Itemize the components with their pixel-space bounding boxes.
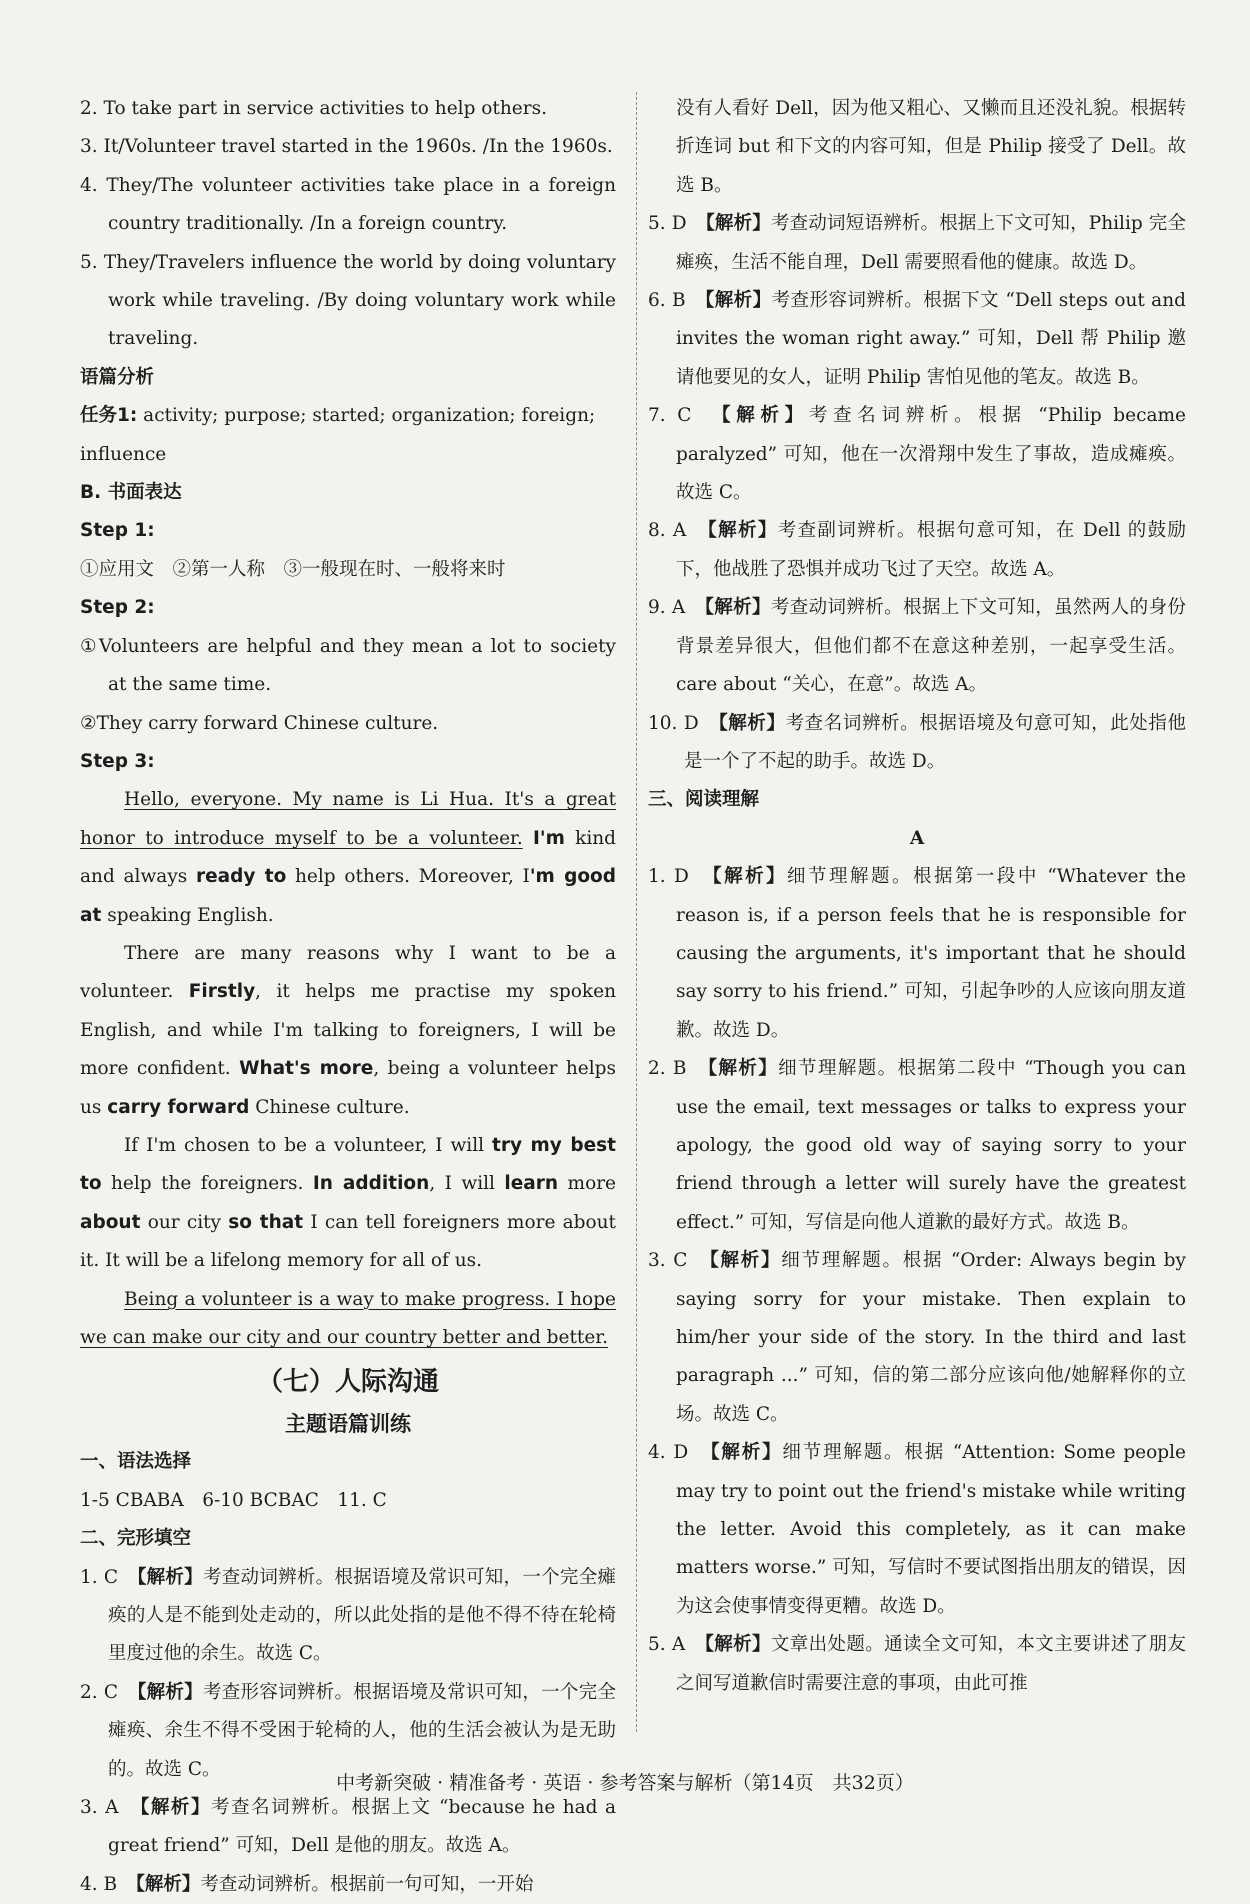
grammar-answers: 1-5 CBABA 6-10 BCBAC 11. C (80, 1489, 387, 1511)
cloze-item: 1. C 【解析】考查动词辨析。根据语境及常识可知，一个完全瘫痪的人是不能到处走动的，所以此处指的是他不得不待在轮椅里度过他的余生。故选 C。 (80, 1566, 616, 1665)
step2-item: ①Volunteers are helpful and they mean a lot to society at the same time. (80, 635, 616, 696)
essay-paragraph: There are many reasons why I want to be a volunteer. Firstly, it helps me practise my spoken English, and while I'm talking to foreigners, I will be more confident. What's more, being a volunteer helps us carry forward Chinese culture. (80, 942, 616, 1118)
task1-line: 任务1: activity; purpose; started; organization; foreign; influence (80, 405, 596, 465)
cloze-item: 7. C 【解析】考查名词辨析。根据 “Philip became paralyzed” 可知，他在一次滑翔中发生了事故，造成瘫痪。故选 C。 (648, 405, 1186, 504)
cloze-item: 9. A 【解析】考查动词辨析。根据上下文可知，虽然两人的身份背景差异很大，但他们都不在意这种差别，一起享受生活。care about “关心，在意”。故选 A。 (648, 597, 1186, 696)
answer-item: 4. They/The volunteer activities take place in a foreign country traditionally. /In a foreign country. (80, 174, 616, 235)
cloze-item: 8. A 【解析】考查副词辨析。根据句意可知，在 Dell 的鼓励下，他战胜了恐惧并成功飞过了天空。故选 A。 (648, 520, 1186, 580)
step3-label: Step 3: (80, 750, 155, 772)
reading-item: 4. D 【解析】细节理解题。根据 “Attention: Some people may try to point out the friend's mistake while writing the letter. Avoid this completely, as it can make matters worse.” 可知，写信时不要试图指出朋友的错误，因为这会使事情变得更糟。故选 D。 (648, 1442, 1186, 1617)
essay-paragraph: Hello, everyone. My name is Li Hua. It's a great honor to introduce myself to be a volunteer. I'm kind and always ready to help others. Moreover, I'm good at speaking English. (80, 789, 617, 926)
unit-subtitle: 主题语篇训练 (285, 1412, 411, 1437)
cloze-item: 3. A 【解析】考查名词辨析。根据上文 “because he had a great friend” 可知，Dell 是他的朋友。故选 A。 (80, 1797, 616, 1857)
reading-item: 2. B 【解析】细节理解题。根据第二段中 “Though you can use the email, text messages or talks to express your apology, the good old way of saying sorry to your friend through a letter will surely have the greatest effect.” 可知，写信是向他人道歉的最好方式。故选 B。 (648, 1058, 1186, 1233)
step1-text: ①应用文 ②第一人称 ③一般现在时、一般将来时 (80, 558, 506, 580)
reading-item: 1. D 【解析】细节理解题。根据第一段中 “Whatever the reason is, if a person feels that he is responsible for causing the arguments, it's important that he should say sorry to his friend.” 可知，引起争吵的人应该向朋友道歉。故选 D。 (648, 866, 1186, 1041)
answer-item: 2. To take part in service activities to help others. (80, 98, 547, 119)
essay-paragraph: Being a volunteer is a way to make progress. I hope we can make our city and our country better and better. (80, 1288, 616, 1348)
cloze-item: 6. B 【解析】考查形容词辨析。根据下文 “Dell steps out and invites the woman right away.” 可知，Dell 帮 Philip 邀请他要见的女人，证明 Philip 害怕见他的笔友。故选 B。 (648, 290, 1186, 388)
right-column (648, 90, 1186, 1703)
cloze-item: 5. D 【解析】考查动词短语辨析。根据上下文可知，Philip 完全瘫痪，生活不能自理，Dell 需要照看他的健康。故选 D。 (648, 213, 1186, 273)
essay-paragraph: If I'm chosen to be a volunteer, I will try my best to help the foreigners. In addition, I will learn more about our city so that I can tell foreigners more about it. It will be a lifelong memory for all of us. (80, 1134, 617, 1272)
left-column (80, 90, 616, 1904)
cloze-item: 4. B 【解析】考查动词辨析。根据前一句可知，一开始 (80, 1873, 534, 1895)
reading-item: 5. A 【解析】文章出处题。通读全文可知，本文主要讲述了朋友之间写道歉信时需要注意的事项，由此可推 (648, 1634, 1186, 1694)
continued-text: 没有人看好 Dell，因为他又粗心、又懒而且还没礼貌。根据转折连词 but 和下文的内容可知，但是 Philip 接受了 Dell。故选 B。 (676, 98, 1186, 196)
answer-item: 3. It/Volunteer travel started in the 1960s. /In the 1960s. (80, 136, 613, 158)
discourse-analysis-title: 语篇分析 (80, 366, 155, 388)
step2-label: Step 2: (80, 597, 155, 619)
step2-item: ②They carry forward Chinese culture. (80, 712, 439, 734)
page-footer: 中考新突破 · 精准备考 · 英语 · 参考答案与解析（第14页 共32页） (336, 1772, 914, 1794)
grammar-section-title: 一、语法选择 (80, 1451, 192, 1473)
step1-label: Step 1: (80, 520, 155, 542)
cloze-item: 10. D 【解析】考查名词辨析。根据语境及句意可知，此处指他是一个了不起的助手。故选 D。 (648, 712, 1186, 772)
cloze-item: 2. C 【解析】考查形容词辨析。根据语境及常识可知，一个完全瘫痪、余生不得不受困于轮椅的人，他的生活会被认为是无助的。故选 C。 (80, 1681, 616, 1780)
cloze-section-title: 二、完形填空 (80, 1528, 192, 1550)
writing-section-title: B. 书面表达 (80, 482, 182, 504)
column-divider (636, 92, 637, 1732)
unit-title: （七）人际沟通 (256, 1367, 439, 1398)
answer-item: 5. They/Travelers influence the world by doing voluntary work while traveling. /By doing voluntary work while traveling. (80, 251, 616, 350)
passage-label: A (909, 827, 925, 849)
reading-section-title: 三、阅读理解 (648, 789, 760, 811)
reading-item: 3. C 【解析】细节理解题。根据 “Order: Always begin by saying sorry for your mistake. Then explain to him/her your side of the story. In the third and last paragraph ...” 可知，信的第二部分应该向他/她解释你的立场。故选 C。 (648, 1250, 1186, 1425)
